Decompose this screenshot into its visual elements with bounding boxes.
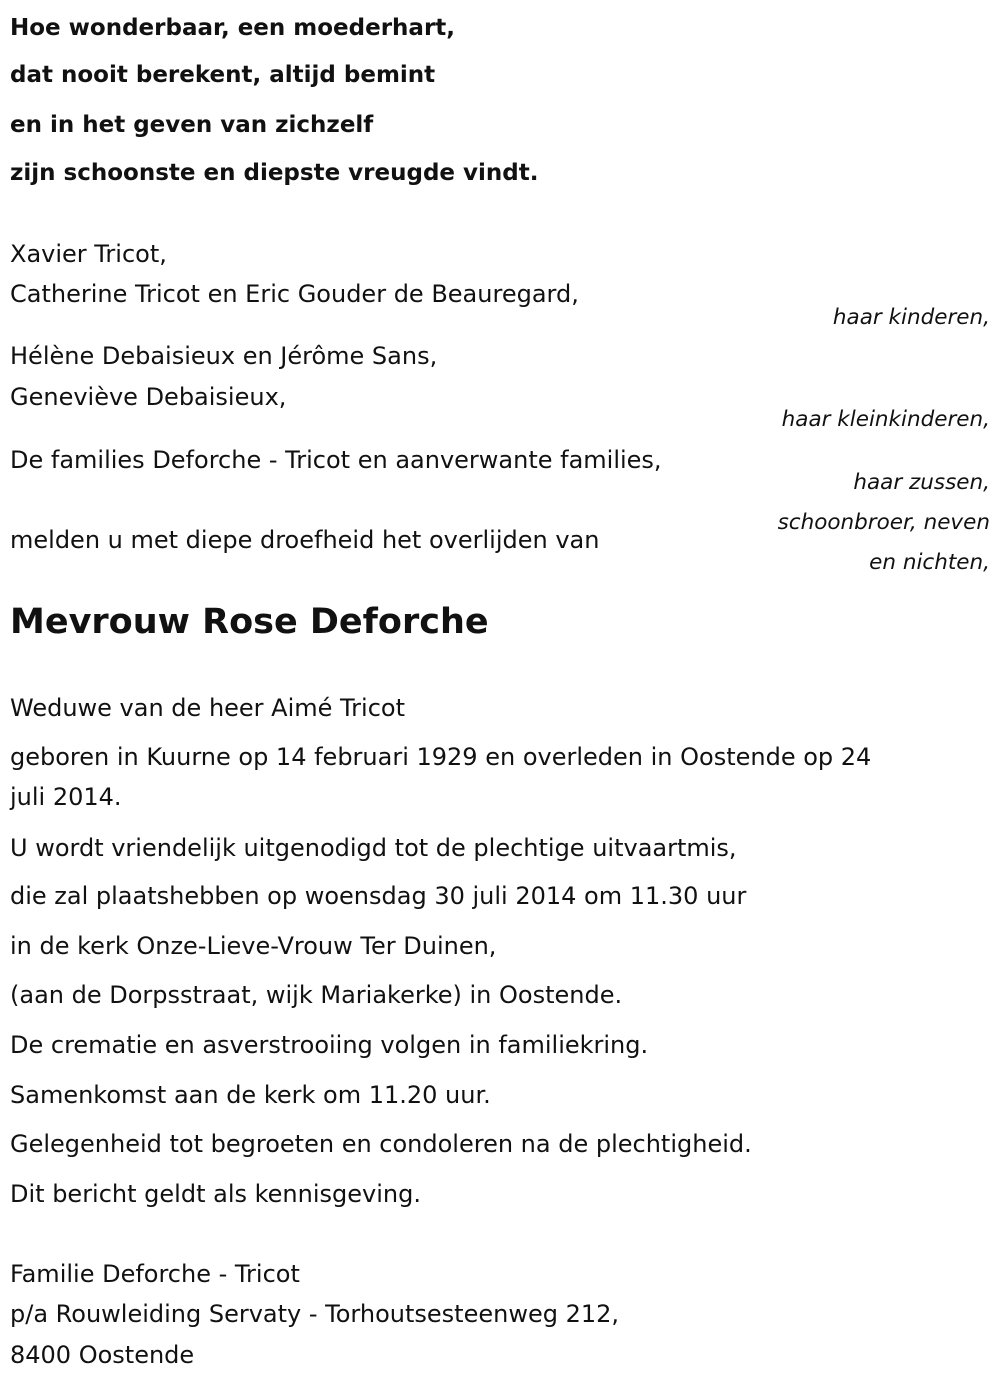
detail-line: geboren in Kuurne op 14 februari 1929 en overleden in Oostende op 24 <box>10 743 872 771</box>
child-name: Catherine Tricot en Eric Gouder de Beauregard, <box>10 280 579 308</box>
detail-line: juli 2014. <box>10 783 122 811</box>
announcement: melden u met diepe droefheid het overlijden van <box>10 526 600 554</box>
grandchildren-role: haar kleinkinderen, <box>781 407 990 432</box>
families: De families Deforche - Tricot en aanverwante families, <box>10 446 662 474</box>
detail-line: die zal plaatshebben op woensdag 30 juli 2014 om 11.30 uur <box>10 882 747 910</box>
families-role: haar zussen, <box>853 470 990 495</box>
families-role: schoonbroer, neven <box>777 510 990 535</box>
contact-line: 8400 Oostende <box>10 1341 195 1369</box>
poem-line: zijn schoonste en diepste vreugde vindt. <box>10 160 539 186</box>
detail-line: Weduwe van de heer Aimé Tricot <box>10 694 405 722</box>
grandchild-name: Hélène Debaisieux en Jérôme Sans, <box>10 342 438 370</box>
detail-line: Samenkomst aan de kerk om 11.20 uur. <box>10 1081 491 1109</box>
detail-line: Gelegenheid tot begroeten en condoleren na de plechtigheid. <box>10 1130 752 1158</box>
detail-line: in de kerk Onze-Lieve-Vrouw Ter Duinen, <box>10 932 497 960</box>
child-name: Xavier Tricot, <box>10 240 167 268</box>
poem-line: Hoe wonderbaar, een moederhart, <box>10 15 456 41</box>
poem-line: en in het geven van zichzelf <box>10 112 374 138</box>
contact-line: Familie Deforche - Tricot <box>10 1260 300 1288</box>
deceased-name: Mevrouw Rose Deforche <box>10 602 489 642</box>
children-role: haar kinderen, <box>832 305 990 330</box>
detail-line: (aan de Dorpsstraat, wijk Mariakerke) in Oostende. <box>10 981 623 1009</box>
grandchild-name: Geneviève Debaisieux, <box>10 383 287 411</box>
poem-line: dat nooit berekent, altijd bemint <box>10 62 436 88</box>
detail-line: Dit bericht geldt als kennisgeving. <box>10 1180 421 1208</box>
detail-line: U wordt vriendelijk uitgenodigd tot de plechtige uitvaartmis, <box>10 834 737 862</box>
detail-line: De crematie en asverstrooiing volgen in familiekring. <box>10 1031 649 1059</box>
families-role: en nichten, <box>869 550 990 575</box>
contact-line: p/a Rouwleiding Servaty - Torhoutsesteenweg 212, <box>10 1300 620 1328</box>
